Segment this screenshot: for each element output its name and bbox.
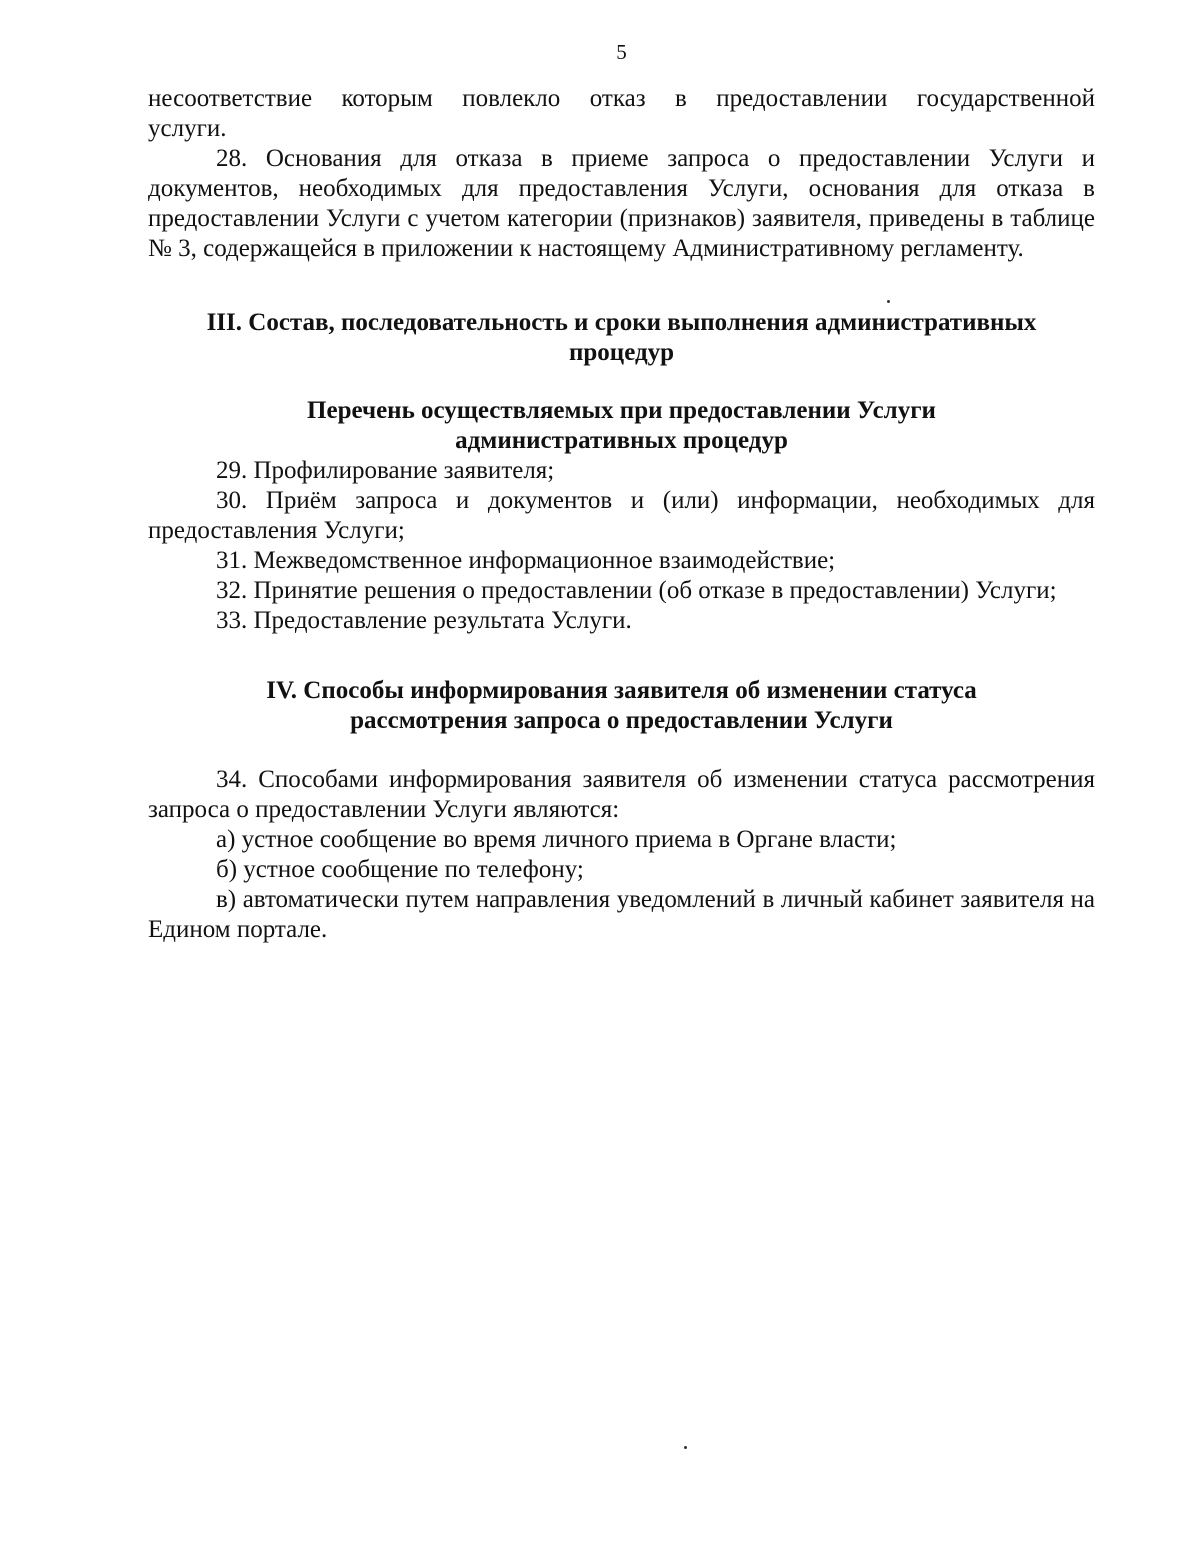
list-item-33: 33. Предоставление результата Услуги. [216,607,632,634]
section-3-title-line-1: III. Состав, последовательность и сроки выполнения административных [206,309,1037,336]
spacer [148,368,1095,396]
scan-artifact-dot [887,300,890,303]
continuation-line: несоответствие которым повлекло отказ в предоставлении государственной [148,85,1095,112]
page-number: 5 [616,40,627,64]
section-4-title-line-2: рассмотрения запроса о предоставлении Услуги [350,707,893,734]
list-item-a: а) устное сообщение во время личного приема в Органе власти; [216,826,897,853]
spacer [148,264,1095,308]
list-item-32: 32. Принятие решения о предоставлении (об отказе в предоставлении) Услуги; [216,577,1057,604]
section-3-title [148,308,1095,368]
section-3-subtitle [148,396,1095,456]
section-4-title [148,676,1095,736]
list-item-b: б) устное сообщение по телефону; [216,856,584,883]
section-4-title-line-1: IV. Способы информирования заявителя об изменении статуса [266,677,977,704]
list-item-31: 31. Межведомственное информационное взаимодействие; [216,547,836,574]
scan-artifact-dot [684,1446,687,1449]
spacer [148,636,1095,676]
continuation-line-end: услуги. [148,115,227,142]
list-item-29: 29. Профилирование заявителя; [216,457,555,484]
spacer [148,736,1095,765]
list-item-30: 30. Приём запроса и документов и (или) информации, необходимых для предоставления Услуги; [148,487,1095,544]
paragraph-28: 28. Основания для отказа в приеме запроса о предоставлении Услуги и документов, необходимых для предоставления Услуги, основания для отказа в предоставлении Услуги с учетом категории (признаков) заявителя, приведены в таблице № 3, содержащейся в приложении к настоящему Административному регламенту. [148,145,1095,262]
section-3-subtitle-line-2: административных процедур [455,427,788,454]
list-item-v: в) автоматически путем направления уведомлений в личный кабинет заявителя на Едином портале. [148,886,1095,943]
paragraph-34: 34. Способами информирования заявителя об изменении статуса рассмотрения запроса о предоставлении Услуги являются: [148,766,1095,823]
document-body [148,84,1095,945]
section-3-title-line-2: процедур [568,339,675,366]
section-3-subtitle-line-1: Перечень осуществляемых при предоставлении Услуги [307,397,936,424]
